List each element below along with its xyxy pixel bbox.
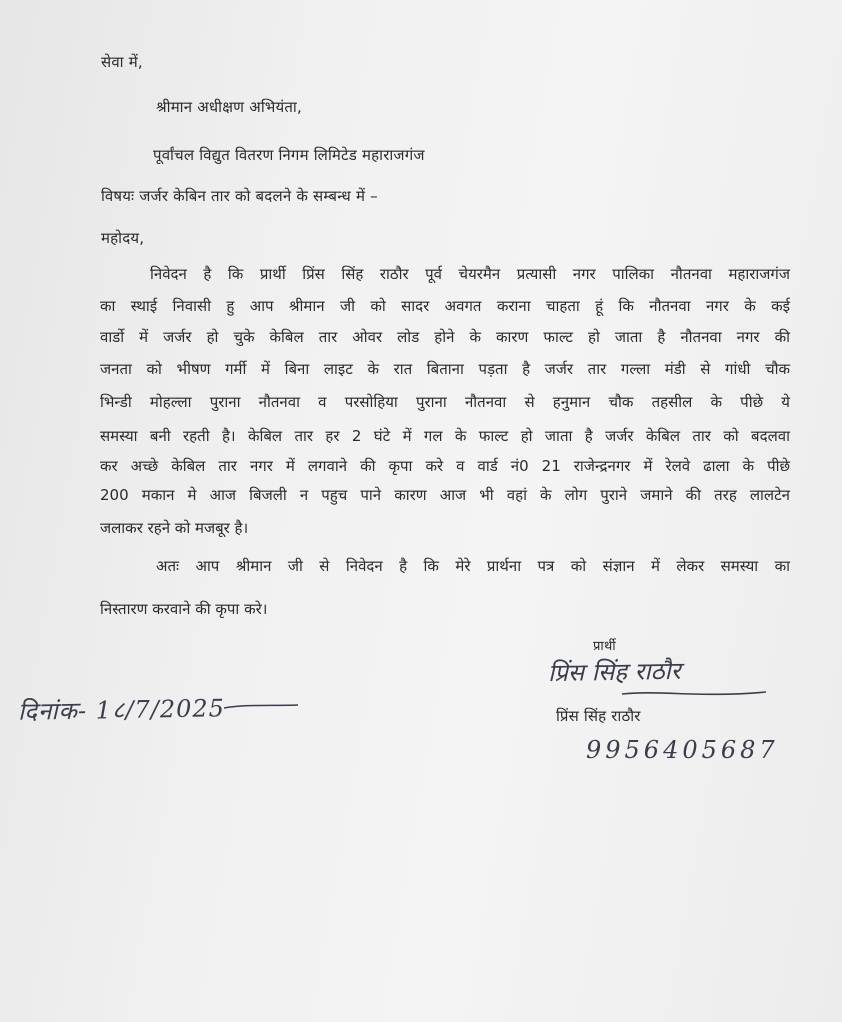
signature: प्रिंस सिंह राठौर	[547, 656, 681, 688]
date: दिनांक- 1८/7/2025	[17, 694, 226, 726]
recipient-org: पूर्वांचल विद्युत वितरण निगम लिमिटेड महाराजगंज	[153, 146, 425, 164]
subject-line: विषयः जर्जर केबिन तार को बदलने के सम्बन्ध में –	[101, 187, 378, 205]
paragraph1-line: जनता को भीषण गर्मी में बिना लाइट के रात बिताना पड़ता है जर्जर तार गल्ला मंडी से गांधी चौक	[100, 360, 790, 378]
greeting: महोदय,	[101, 229, 145, 247]
applicant-label: प्रार्थी	[593, 639, 616, 654]
paragraph1-line: भिन्डी मोहल्ला पुराना नौतनवा व परसोहिया पुराना नौतनवा से हनुमान चौक तहसील के पीछे ये	[100, 393, 790, 411]
signature-flourish-icon	[620, 688, 770, 700]
paragraph1-line: वार्डो में जर्जर हो चुके केबिल तार ओवर लोड होने के कारण फाल्ट हो जाता है नौतनवा नगर की	[100, 328, 790, 346]
paragraph2-line: अतः आप श्रीमान जी से निवेदन है कि मेरे प्रार्थना पत्र को संज्ञान में लेकर समस्या का	[156, 557, 790, 575]
paragraph2-line: निस्तारण करवाने की कृपा करे।	[100, 600, 268, 618]
paragraph1-line: 200 मकान मे आज बिजली न पहुच पाने कारण आज भी वहां के लोग पुराने जमाने की तरह लालटेन	[100, 486, 790, 504]
date-underline-icon	[222, 702, 302, 712]
paragraph1-line: का स्थाई निवासी हु आप श्रीमान जी को सादर अवगत कराना चाहता हूं कि नौतनवा नगर के कई	[100, 297, 790, 315]
salutation-to: सेवा में,	[101, 53, 143, 71]
phone-number: 9956405687	[586, 736, 779, 764]
paragraph1-line: कर अच्छे केबिल तार नगर में लगवाने की कृपा करे व वार्ड नं0 21 राजेन्द्रनगर में रेलवे ढाला के पीछे	[100, 457, 790, 475]
paragraph1-line: जलाकर रहने को मजबूर है।	[100, 519, 249, 537]
applicant-name: प्रिंस सिंह राठौर	[556, 707, 641, 725]
paragraph1-line: निवेदन है कि प्रार्थी प्रिंस सिंह राठौर पूर्व चेयरमैन प्रत्यासी नगर पालिका नौतनवा महाराजगंज	[150, 265, 790, 283]
recipient-title: श्रीमान अधीक्षण अभियंता,	[156, 98, 302, 116]
paragraph1-line: समस्या बनी रहती है। केबिल तार हर 2 घंटे में गल के फाल्ट हो जाता है जर्जर केबिल तार को बदलवा	[100, 427, 790, 445]
